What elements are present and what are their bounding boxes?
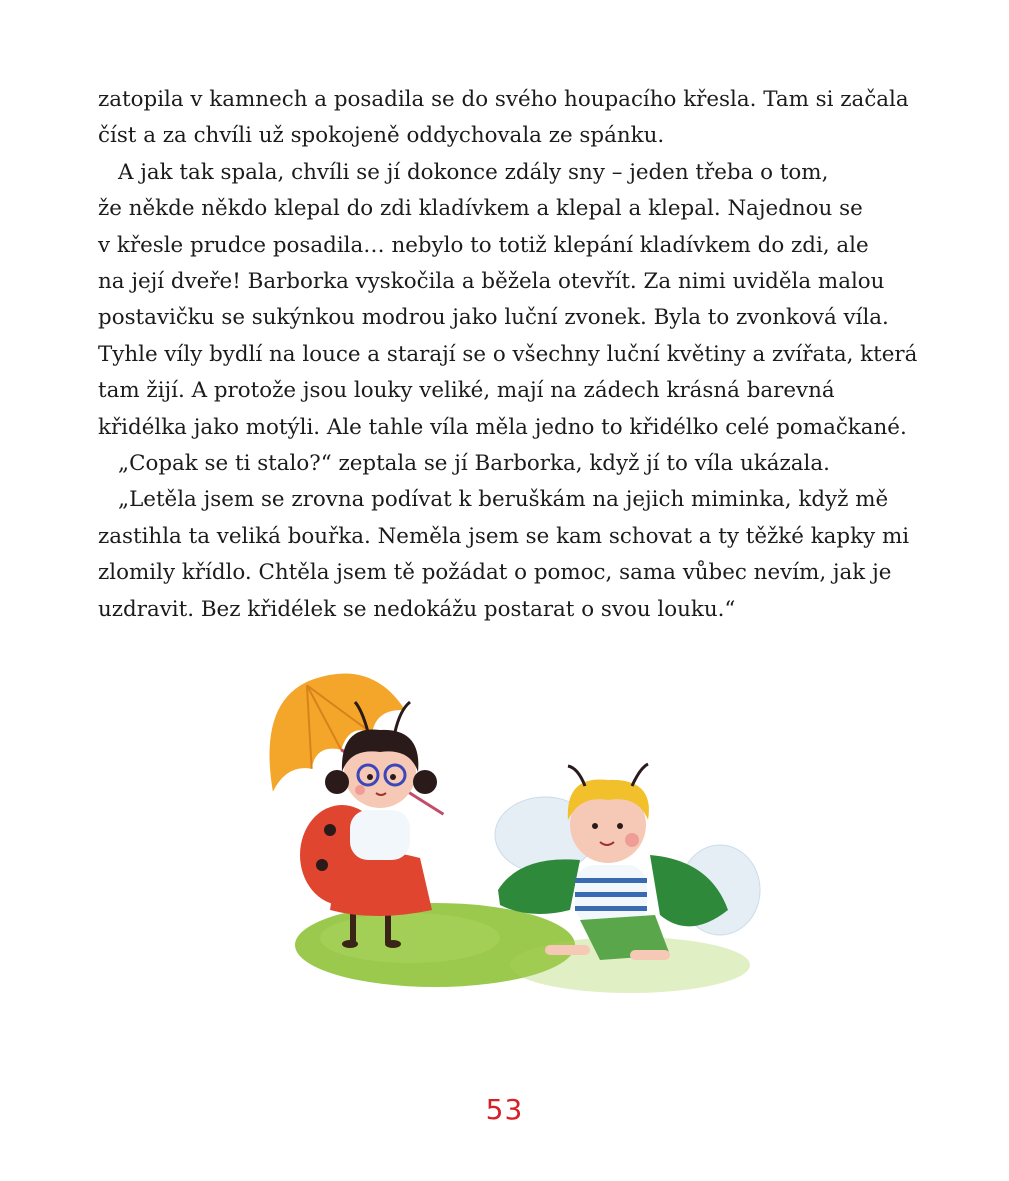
story-line: postavičku se sukýnkou modrou jako luční zvonek. Byla to zvonková víla. (98, 305, 889, 331)
story-line: v křesle prudce posadila… nebylo to totiž klepání kladívkem do zdi, ale (98, 232, 869, 258)
page-number: 53 (485, 1093, 524, 1126)
beetle-wing-left (498, 859, 580, 914)
story-line: křidélka jako motýli. Ale tahle víla měla jedno to křidélko celé pomačkané. (98, 414, 907, 440)
story-text (98, 82, 948, 628)
ladybug-girl (250, 660, 457, 948)
story-line: na její dveře! Barborka vyskočila a běžela otevřít. Za nimi uviděla malou (98, 269, 885, 295)
ladybug-and-fairy-illustration (250, 660, 780, 1020)
story-line: že někde někdo klepal do zdi kladívkem a klepal a klepal. Najednou se (98, 196, 863, 222)
story-line: zastihla ta veliká bouřka. Neměla jsem se kam schovat a ty těžké kapky mi (98, 523, 910, 549)
story-line: „Copak se ti stalo?“ zeptala se jí Barborka, když jí to víla ukázala. (118, 451, 830, 477)
story-line: „Letěla jsem se zrovna podívat k beruškám na jejich miminka, když mě (118, 487, 889, 513)
story-line: tam žijí. A protože jsou louky veliké, mají na zádech krásná barevná (98, 378, 835, 404)
story-line: uzdravit. Bez křidélek se nedokážu postarat o svou louku.“ (98, 596, 736, 622)
story-line: A jak tak spala, chvíli se jí dokonce zdály sny – jeden třeba o tom, (118, 159, 829, 185)
story-line: zlomily křídlo. Chtěla jsem tě požádat o pomoc, sama vůbec nevím, jak je (98, 560, 892, 586)
story-line: Tyhle víly bydlí na louce a starají se o všechny luční květiny a zvířata, která (98, 341, 918, 367)
story-line: zatopila v kamnech a posadila se do svého houpacího křesla. Tam si začala (98, 87, 909, 112)
story-line: číst a za chvíli už spokojeně oddychovala ze spánku. (98, 123, 665, 149)
